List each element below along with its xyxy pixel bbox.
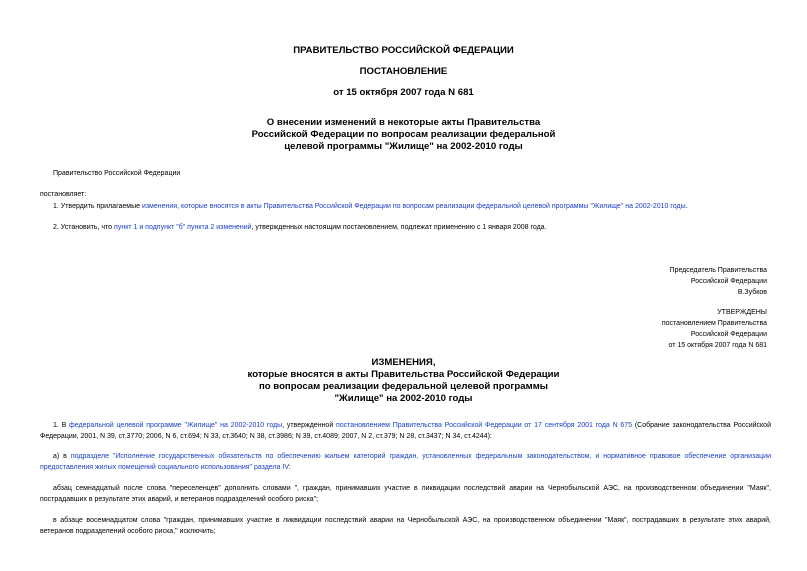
item-2: 2. Установить, что пункт 1 и подпункт "б" пункта 2 изменений, утвержденных настоящим постановлением, подлежат применению с 1 января 2008 года.: [53, 224, 547, 231]
changes-paragraph-a: а) в подразделе "Исполнение государственных обязательств по обеспечению жильем категорий граждан, установленных федеральным законодательством, и нормативное правовое обеспечение организации предоставления жилых помещений социального использования" раздела IV:: [40, 453, 771, 471]
government-heading: ПРАВИТЕЛЬСТВО РОССИЙСКОЙ ФЕДЕРАЦИИ: [293, 45, 514, 56]
intro-resolves: постановляет:: [40, 191, 87, 198]
item-2-link[interactable]: пункт 1 и подпункт "б" пункта 2 изменений: [114, 224, 252, 231]
federal-program-link[interactable]: федеральной целевой программе "Жилище" на 2002-2010 годы: [69, 422, 283, 429]
changes-title-line: "Жилище" на 2002-2010 годы: [334, 393, 473, 404]
changes-paragraph-abzac-17: абзац семнадцатый после слова "переселенцев" дополнить словами ", граждан, принимавших участие в ликвидации последствий аварии на Чернобыльской АЭС, на производственном объединении "Маяк", пострадавших в результате этих аварий, и ветеранов подразделений особого риска";: [40, 485, 771, 503]
changes-title-line: ИЗМЕНЕНИЯ,: [371, 357, 436, 368]
document-type: ПОСТАНОВЛЕНИЕ: [359, 66, 448, 77]
intro-subject: Правительство Российской Федерации: [53, 170, 181, 177]
signature-position: Председатель Правительства: [669, 267, 767, 274]
signature-name: В.Зубков: [737, 289, 767, 296]
resolution-675-link[interactable]: постановлением Правительства Российской Федерации от 17 сентября 2001 года N 675: [336, 422, 633, 429]
approved-line: Российской Федерации: [690, 331, 767, 338]
changes-title-line: по вопросам реализации федеральной целевой программы: [258, 381, 548, 392]
approved-line: от 15 октября 2007 года N 681: [668, 342, 767, 349]
changes-link[interactable]: изменения: [141, 203, 178, 210]
document-date-number: от 15 октября 2007 года N 681: [333, 87, 474, 98]
changes-link-continued[interactable]: , которые вносятся в акты Правительства Российской Федерации по вопросам реализации федеральной целевой программы "Жилище" на 2002-2010 годы: [177, 203, 686, 210]
changes-paragraph-abzac-18: в абзаце восемнадцатом слова "граждан, принимавших участие в ликвидации последствий аварии на Чернобыльской АЭС, на производственном объединении "Маяк", пострадавших в результате этих аварий, ветеранов подразделений особого риска," исключить;: [40, 517, 771, 535]
document-title-line: целевой программы "Жилище" на 2002-2010 годы: [284, 141, 523, 152]
approved-line: постановлением Правительства: [661, 320, 767, 327]
changes-title-line: которые вносятся в акты Правительства Российской Федерации: [247, 369, 560, 380]
subsection-link[interactable]: подразделе "Исполнение государственных обязательств по обеспечению жильем категорий граждан, установленных федеральным законодательством, и нормативное правовое обеспечение организации предоставления жилых помещений социального использования" раздела IV: [40, 453, 771, 471]
document-title-line: Российской Федерации по вопросам реализации федеральной: [251, 129, 556, 140]
signature-position: Российской Федерации: [690, 278, 767, 285]
approved-label: УТВЕРЖДЕНЫ: [717, 309, 767, 316]
item-1: 1. Утвердить прилагаемые изменения, которые вносятся в акты Правительства Российской Федерации по вопросам реализации федеральной целевой программы "Жилище" на 2002-2010 годы.: [53, 203, 688, 210]
changes-paragraph-1: 1. В федеральной целевой программе "Жилище" на 2002-2010 годы, утвержденной постановлением Правительства Российской Федерации от 17 сентября 2001 года N 675 (Собрание законодательства Российской Федерации, 2001, N 39, ст.3770; 2006, N 6, ст.694; N 33, ст.3640; N 38, ст.3986; N 39, ст.4089; 2007, N 2, ст.379; N 28, ст.3437; N 34, ст.4244):: [40, 422, 771, 440]
document-title-line: О внесении изменений в некоторые акты Правительства: [266, 117, 541, 128]
